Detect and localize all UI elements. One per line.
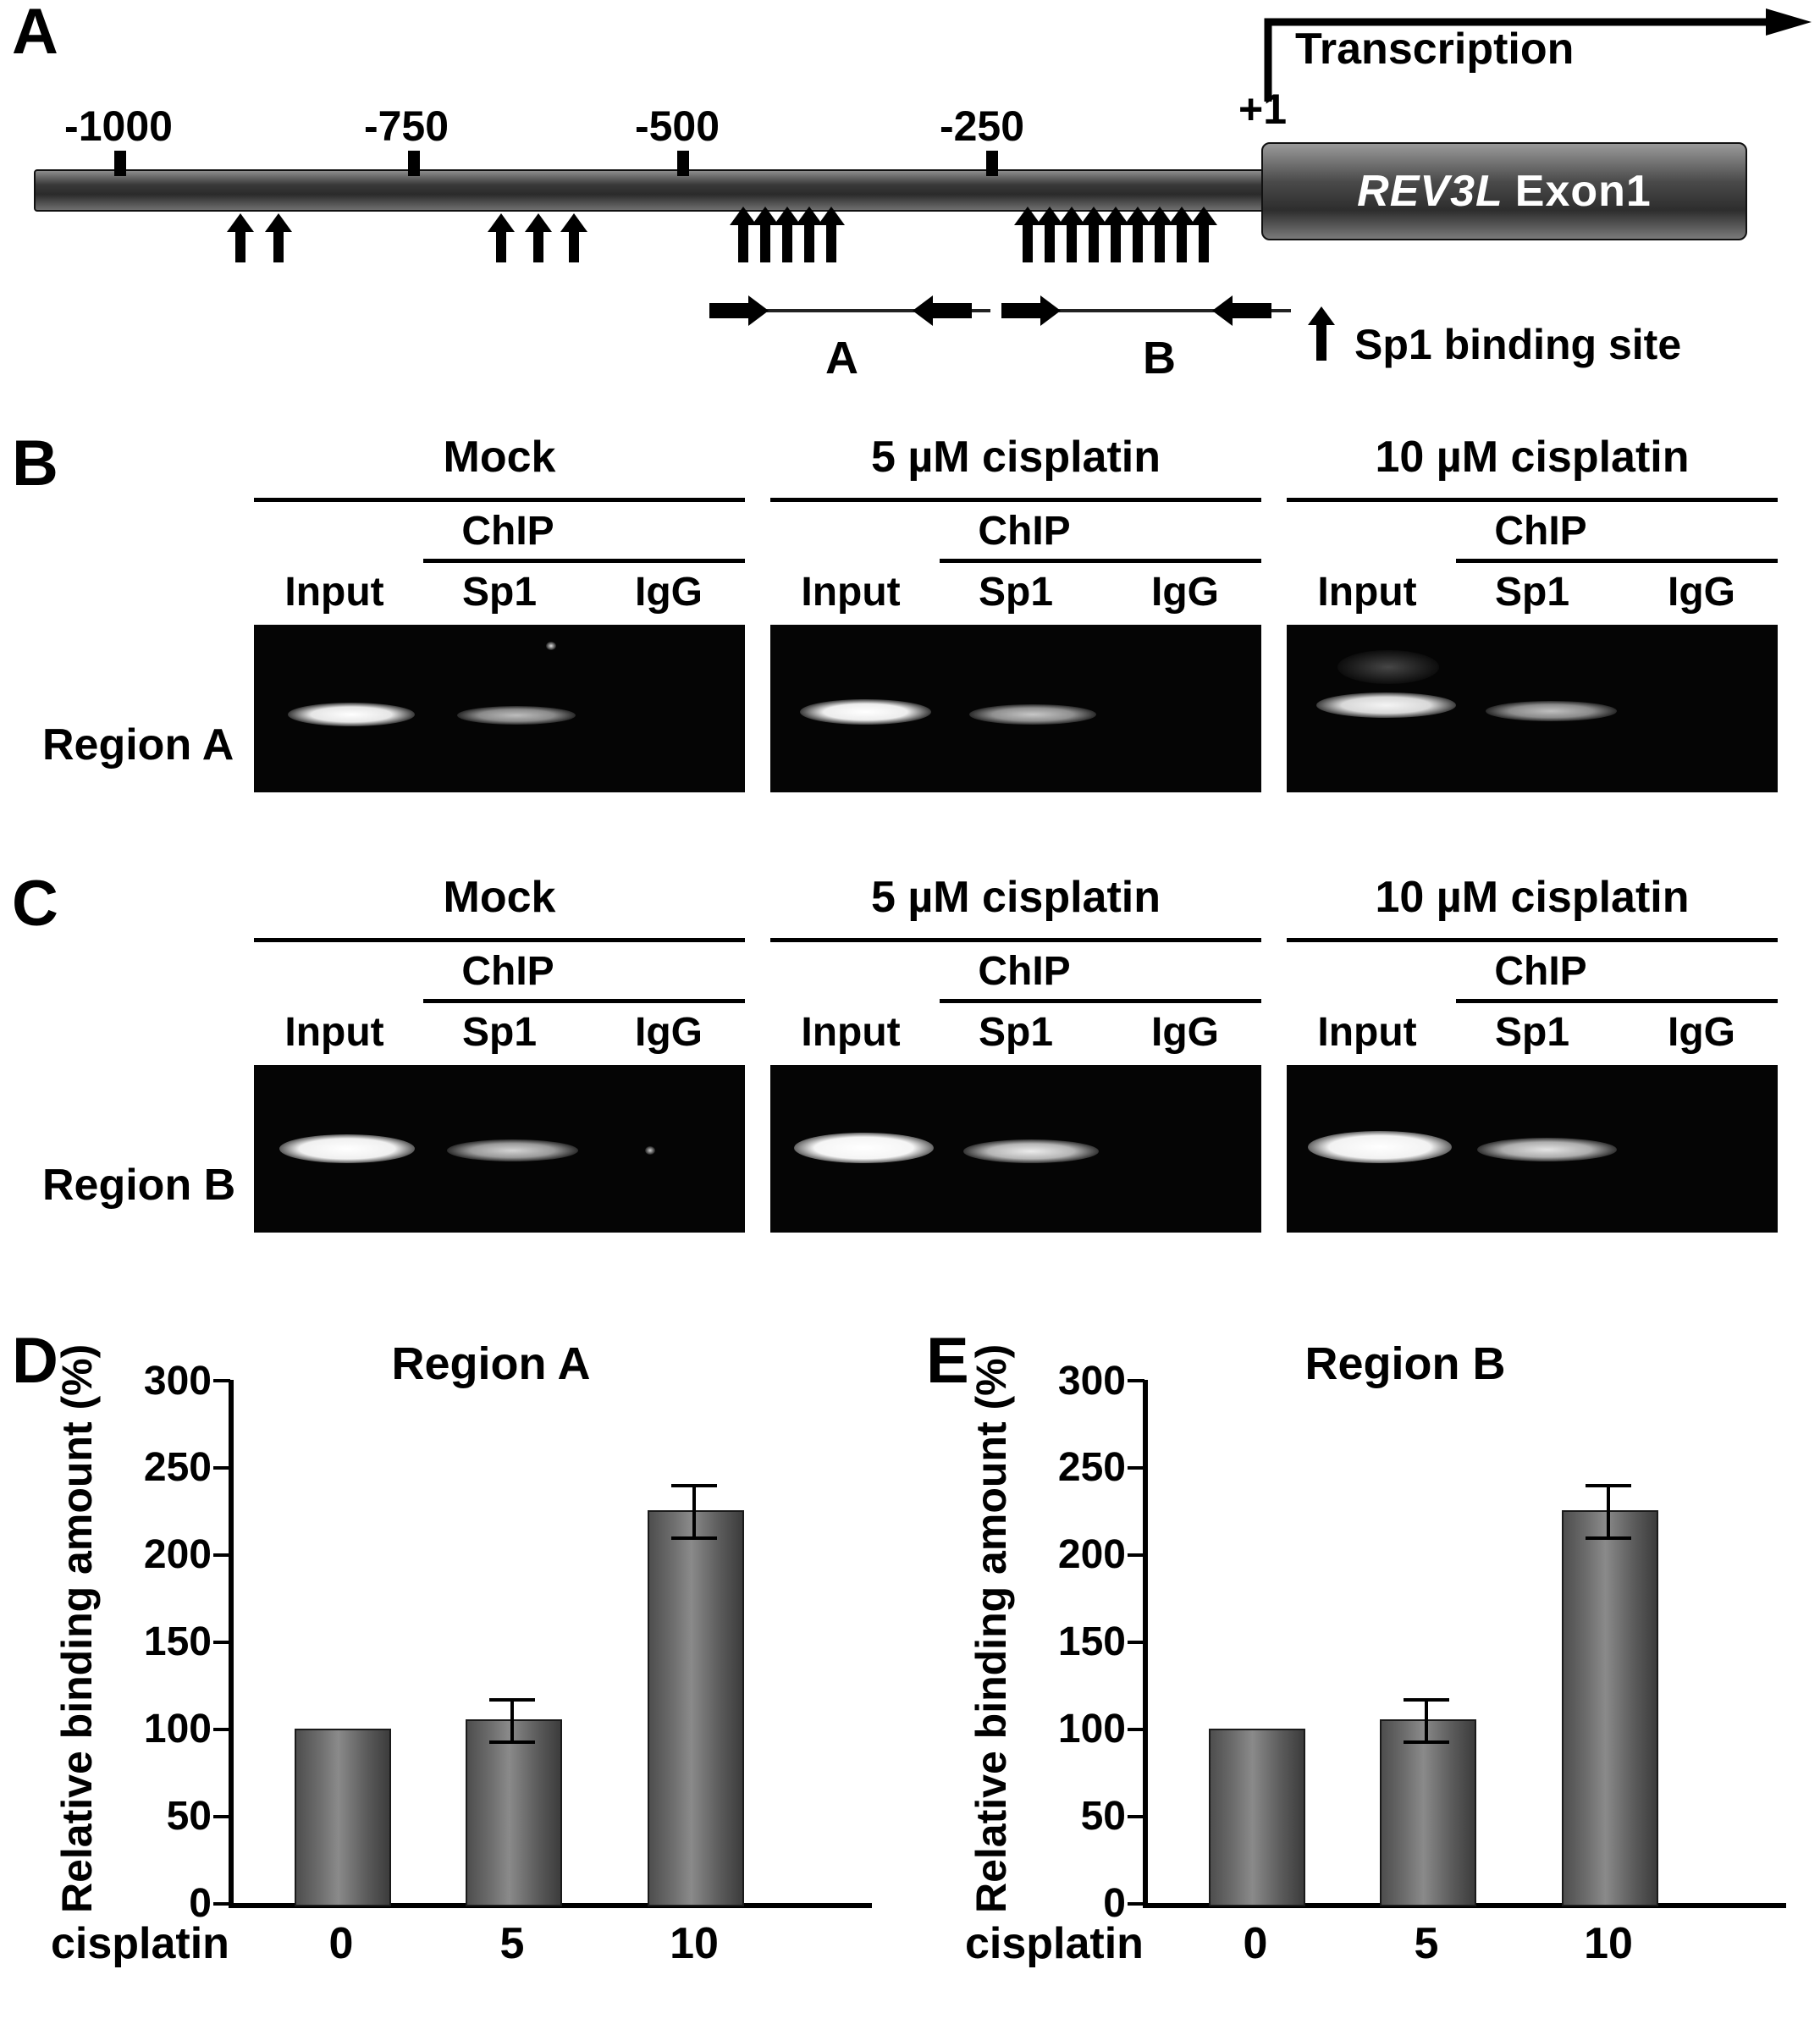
bar-5	[466, 1719, 562, 1906]
title-rule	[254, 498, 745, 502]
gel-image	[254, 1065, 745, 1233]
gel-image	[1287, 625, 1778, 792]
gel-band	[969, 704, 1096, 725]
lane-label-sp1: Sp1	[978, 570, 1054, 615]
chip-rule	[940, 999, 1261, 1003]
panel-c-row-label: Region B	[42, 1161, 236, 1210]
sp1-binding-site-icon	[1067, 222, 1077, 262]
gel-image	[254, 625, 745, 792]
chip-label: ChIP	[978, 509, 1071, 554]
title-rule	[770, 938, 1261, 942]
lane-label-input: Input	[284, 570, 384, 615]
gel-band	[1477, 1138, 1617, 1161]
error-cap-bottom	[671, 1536, 717, 1540]
y-tick-mark	[1128, 1902, 1144, 1906]
bar-5	[1380, 1719, 1476, 1906]
y-tick-mark	[213, 1902, 230, 1906]
amplicon-a-label: A	[825, 333, 858, 383]
error-cap-bottom	[1586, 1536, 1631, 1540]
y-tick-label: 0	[1103, 1881, 1126, 1926]
panel-e-chart	[914, 1321, 1820, 2015]
y-tick-mark	[213, 1815, 230, 1818]
x-tick-label: 0	[328, 1919, 354, 1968]
chip-rule	[423, 559, 745, 563]
error-cap-top	[671, 1484, 717, 1487]
chip-label: ChIP	[461, 949, 554, 994]
gel-group-title: 5 µM cisplatin	[870, 433, 1161, 482]
gel-group-10um-region-b	[1287, 872, 1778, 1278]
y-tick-mark	[213, 1553, 230, 1557]
panel-b	[0, 423, 1820, 847]
gel-band	[279, 1134, 415, 1163]
error-cap-bottom	[1404, 1740, 1449, 1744]
gel-image	[1287, 1065, 1778, 1233]
gel-group-title: 5 µM cisplatin	[870, 873, 1161, 922]
y-tick-label: 300	[1057, 1359, 1126, 1404]
legend-sp1-arrow-icon	[1316, 322, 1326, 361]
sp1-binding-site-icon	[496, 229, 506, 262]
tick-label: -1000	[64, 102, 173, 150]
tick-mark	[114, 151, 126, 176]
panel-c-letter: C	[12, 868, 58, 940]
lane-label-sp1: Sp1	[461, 570, 538, 615]
lane-label-input: Input	[284, 1010, 384, 1055]
y-tick-label: 250	[143, 1445, 212, 1490]
sp1-binding-site-icon	[826, 222, 836, 262]
chip-rule	[1456, 559, 1778, 563]
gel-band	[794, 1133, 934, 1163]
sp1-binding-site-icon	[1133, 222, 1143, 262]
gel-group-5um-region-a	[770, 432, 1261, 838]
y-tick-label: 100	[143, 1707, 212, 1751]
y-tick-mark	[1128, 1815, 1144, 1818]
y-tick-label: 150	[1057, 1619, 1126, 1664]
tick-mark	[408, 151, 420, 176]
sp1-binding-site-icon	[1177, 222, 1187, 262]
legend-label: Sp1 binding site	[1354, 321, 1682, 368]
title-rule	[254, 938, 745, 942]
lane-label-sp1: Sp1	[461, 1010, 538, 1055]
chip-rule	[1456, 999, 1778, 1003]
gel-speck	[546, 642, 556, 650]
y-tick-mark	[213, 1466, 230, 1470]
lane-label-igg: IgG	[1668, 570, 1735, 615]
transcription-label: Transcription	[1295, 25, 1575, 74]
bar-0	[1209, 1729, 1305, 1906]
y-tick-mark	[1128, 1379, 1144, 1382]
gel-speck	[645, 1146, 655, 1155]
gel-background-smear	[1337, 650, 1439, 684]
x-tick-label: 10	[670, 1919, 719, 1968]
error-cap-top	[489, 1698, 535, 1702]
gel-band	[1486, 701, 1617, 721]
y-tick-label: 100	[1057, 1707, 1126, 1751]
gel-group-title: 10 µM cisplatin	[1375, 433, 1690, 482]
gel-group-mock-region-b	[254, 872, 745, 1278]
gel-band	[457, 706, 576, 725]
exon-label: Exon1	[1514, 167, 1652, 216]
sp1-binding-site-icon	[533, 229, 543, 262]
chip-label: ChIP	[978, 949, 1071, 994]
tick-label: -250	[939, 102, 1025, 150]
y-axis-label: Relative binding amount (%)	[968, 1343, 1015, 1913]
error-cap-top	[1586, 1484, 1631, 1487]
lane-label-sp1: Sp1	[1494, 570, 1570, 615]
bar-10	[1562, 1510, 1658, 1906]
gel-band	[800, 699, 931, 725]
chip-label: ChIP	[1494, 949, 1587, 994]
error-bar	[692, 1484, 696, 1536]
bar-0	[295, 1729, 391, 1906]
y-tick-label: 250	[1057, 1445, 1126, 1490]
gene-name: REV3L	[1357, 167, 1503, 216]
y-tick-label: 50	[1080, 1794, 1126, 1839]
y-tick-mark	[1128, 1466, 1144, 1470]
lane-label-input: Input	[801, 1010, 901, 1055]
tick-mark	[677, 151, 689, 176]
y-tick-mark	[1128, 1641, 1144, 1644]
chart-title: Region A	[391, 1338, 591, 1389]
panel-d-chart	[0, 1321, 897, 2015]
y-tick-label: 200	[1057, 1532, 1126, 1577]
x-tick-label: 5	[1414, 1919, 1439, 1968]
gel-image	[770, 1065, 1261, 1233]
panel-c	[0, 863, 1820, 1287]
sp1-binding-site-icon	[760, 222, 770, 262]
sp1-binding-site-icon	[804, 222, 814, 262]
error-cap-top	[1404, 1698, 1449, 1702]
x-axis-label: cisplatin	[51, 1919, 229, 1968]
y-tick-mark	[213, 1641, 230, 1644]
gel-image	[770, 625, 1261, 792]
error-bar	[1607, 1484, 1610, 1536]
y-tick-mark	[213, 1379, 230, 1382]
panel-d-letter: D	[12, 1325, 58, 1397]
x-tick-label: 10	[1584, 1919, 1633, 1968]
amplicon-b-forward-primer-icon	[1001, 303, 1044, 318]
x-tick-label: 0	[1243, 1919, 1268, 1968]
y-tick-label: 150	[143, 1619, 212, 1664]
sp1-binding-site-icon	[1199, 222, 1209, 262]
lane-label-sp1: Sp1	[1494, 1010, 1570, 1055]
gel-group-10um-region-a	[1287, 432, 1778, 838]
gel-group-mock-region-a	[254, 432, 745, 838]
panel-e-letter: E	[926, 1325, 969, 1397]
chart-title: Region B	[1304, 1338, 1506, 1389]
lane-label-igg: IgG	[1151, 570, 1219, 615]
gel-band	[963, 1139, 1099, 1163]
sp1-binding-site-icon	[235, 229, 245, 262]
gel-group-5um-region-b	[770, 872, 1261, 1278]
y-tick-label: 300	[143, 1359, 212, 1404]
error-bar	[1425, 1698, 1428, 1740]
tick-label: -750	[363, 102, 449, 150]
y-tick-mark	[1128, 1553, 1144, 1557]
x-axis-label: cisplatin	[965, 1919, 1144, 1968]
title-rule	[1287, 498, 1778, 502]
y-axis-label: Relative binding amount (%)	[53, 1343, 101, 1913]
gel-band	[447, 1139, 578, 1161]
y-tick-mark	[1128, 1728, 1144, 1731]
chip-label: ChIP	[461, 509, 554, 554]
lane-label-igg: IgG	[635, 570, 703, 615]
lane-label-input: Input	[1317, 570, 1417, 615]
panel-a	[0, 0, 1820, 406]
lane-label-input: Input	[1317, 1010, 1417, 1055]
y-tick-label: 50	[166, 1794, 212, 1839]
amplicon-b-reverse-primer-icon	[1229, 303, 1271, 318]
error-bar	[510, 1698, 514, 1740]
lane-label-sp1: Sp1	[978, 1010, 1054, 1055]
lane-label-igg: IgG	[635, 1010, 703, 1055]
sp1-binding-site-icon	[1111, 222, 1121, 262]
sp1-binding-site-icon	[738, 222, 748, 262]
gel-group-title: Mock	[443, 873, 556, 922]
bar-10	[648, 1510, 744, 1906]
sp1-binding-site-icon	[782, 222, 792, 262]
amplicon-a-forward-primer-icon	[709, 303, 752, 318]
panel-a-letter: A	[12, 0, 58, 68]
amplicon-b-label: B	[1143, 333, 1176, 383]
x-tick-label: 5	[499, 1919, 525, 1968]
gel-band	[1308, 1131, 1452, 1163]
gel-group-title: Mock	[443, 433, 556, 482]
error-cap-bottom	[489, 1740, 535, 1744]
y-tick-mark	[213, 1728, 230, 1731]
chip-rule	[940, 559, 1261, 563]
amplicon-a-reverse-primer-icon	[929, 303, 972, 318]
sp1-binding-site-icon	[1155, 222, 1165, 262]
gel-band	[288, 703, 415, 726]
sp1-binding-site-icon	[1023, 222, 1033, 262]
tick-label: -500	[634, 102, 720, 150]
chip-rule	[423, 999, 745, 1003]
gel-band	[1316, 692, 1456, 718]
exon1-box	[1261, 142, 1747, 240]
sp1-binding-site-icon	[569, 229, 579, 262]
sp1-binding-site-icon	[273, 229, 284, 262]
title-rule	[770, 498, 1261, 502]
title-rule	[1287, 938, 1778, 942]
sp1-binding-site-icon	[1045, 222, 1055, 262]
tss-label: +1	[1238, 86, 1288, 133]
promoter-bar	[34, 169, 1265, 212]
y-tick-label: 200	[143, 1532, 212, 1577]
panel-b-letter: B	[12, 428, 58, 499]
chip-label: ChIP	[1494, 509, 1587, 554]
tick-mark	[986, 151, 998, 176]
y-tick-label: 0	[189, 1881, 212, 1926]
lane-label-igg: IgG	[1668, 1010, 1735, 1055]
lane-label-input: Input	[801, 570, 901, 615]
lane-label-igg: IgG	[1151, 1010, 1219, 1055]
panel-b-row-label: Region A	[42, 720, 234, 770]
gel-group-title: 10 µM cisplatin	[1375, 873, 1690, 922]
sp1-binding-site-icon	[1089, 222, 1099, 262]
